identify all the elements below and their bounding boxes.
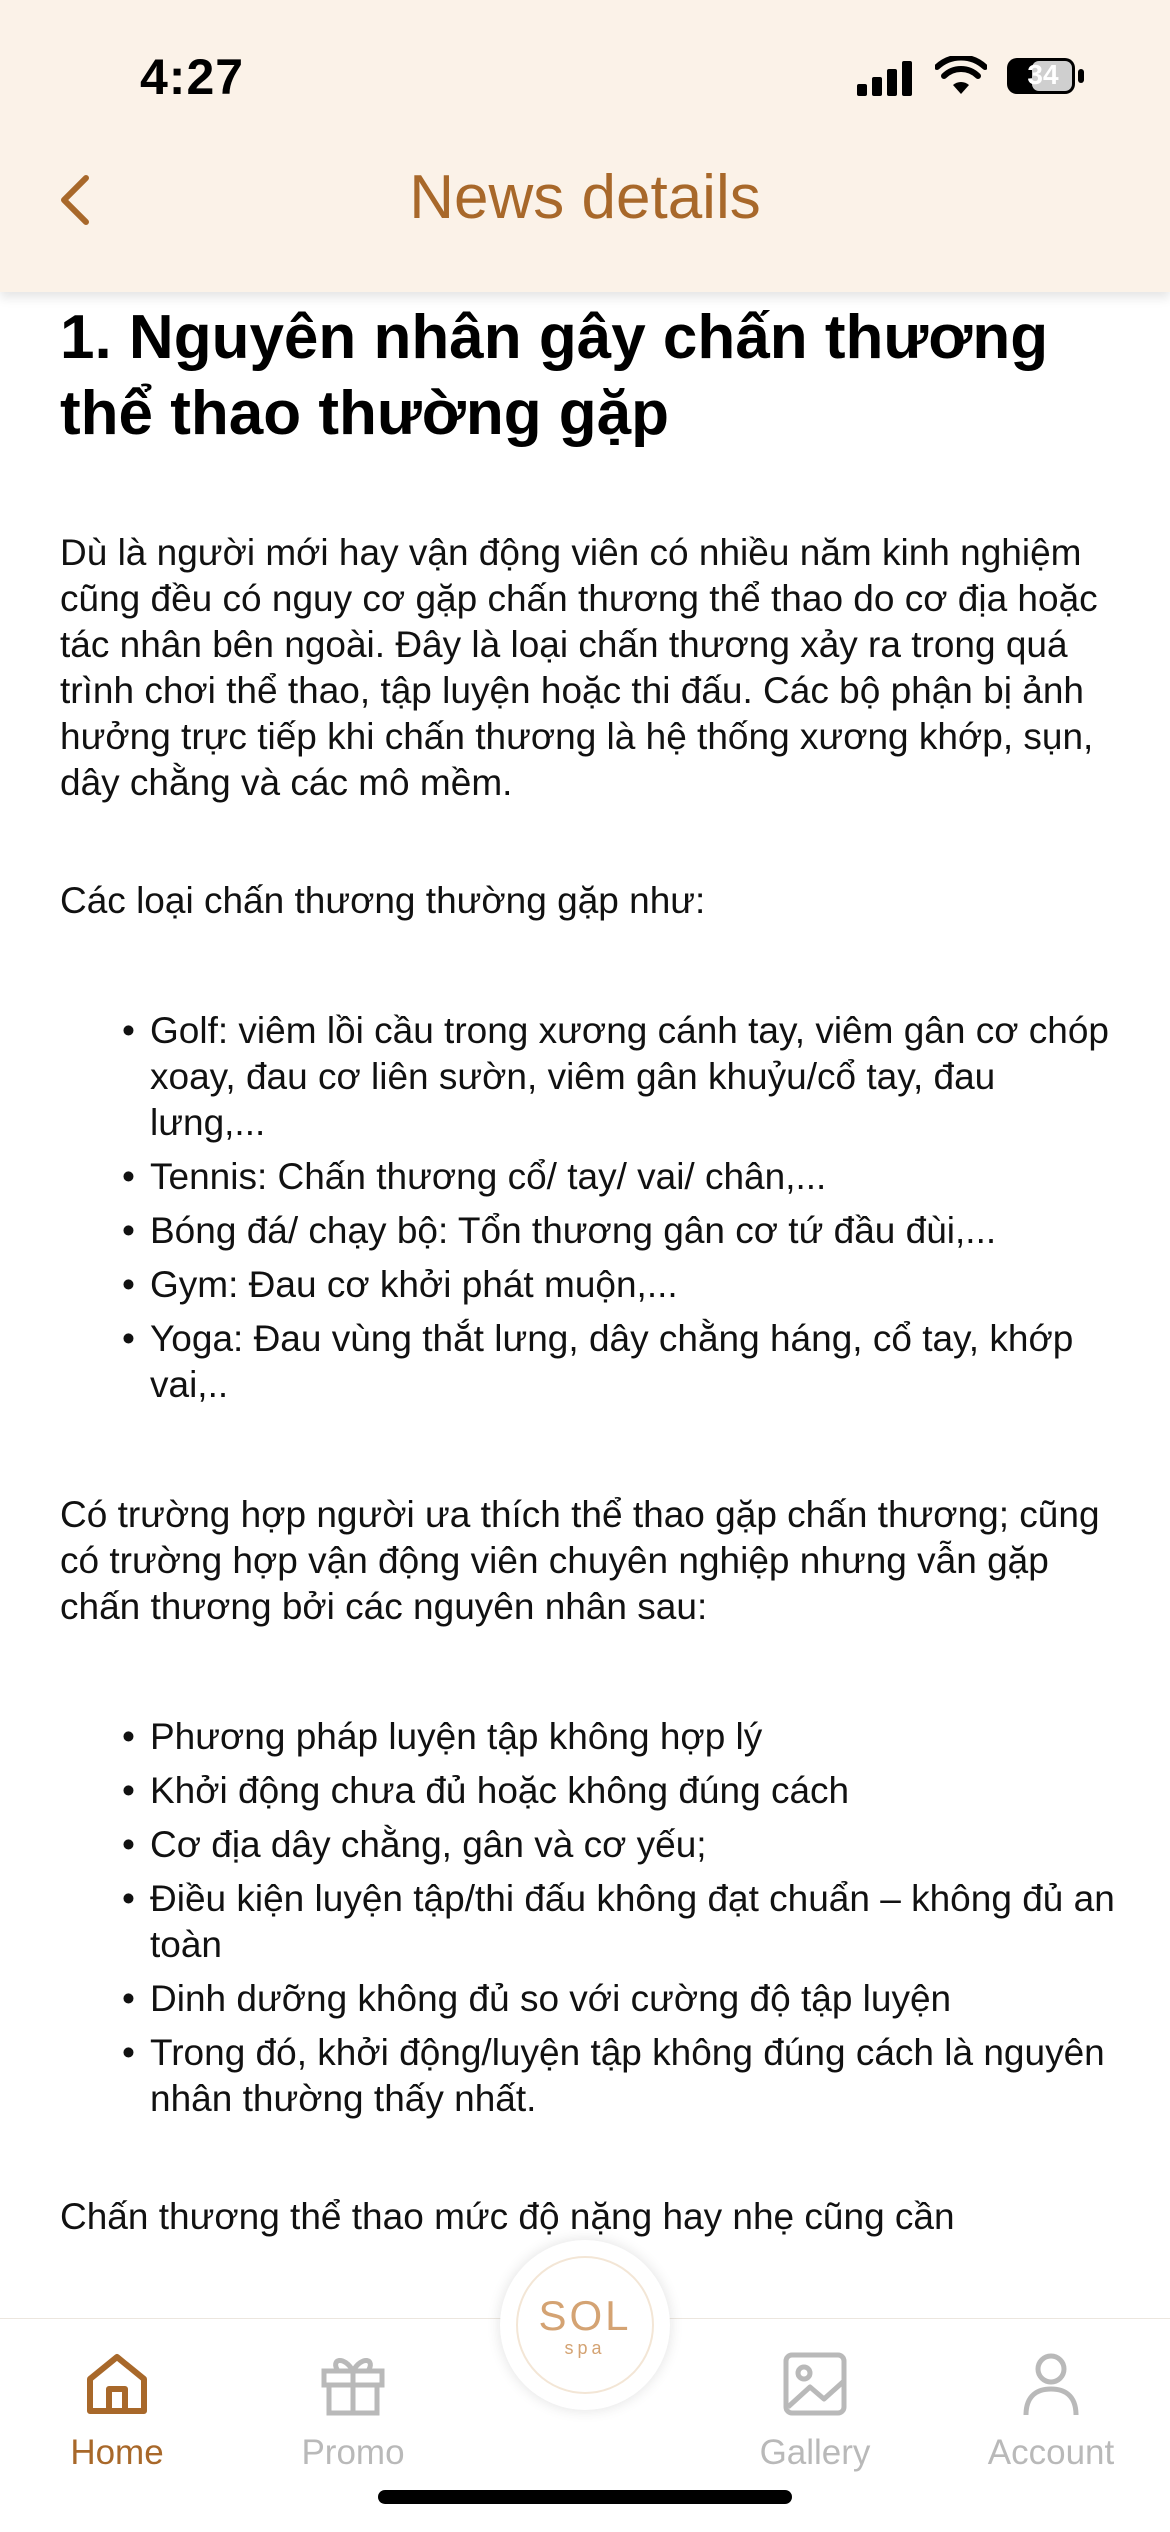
logo-sub: spa xyxy=(564,2337,606,2358)
article-heading: 1. Nguyên nhân gây chấn thương thể thao thường gặp xyxy=(60,303,1049,448)
user-icon xyxy=(1016,2349,1086,2419)
battery-icon xyxy=(1006,56,1086,96)
causes-intro: Có trường hợp người ưa thích thể thao gặp chấn thương; cũng có trường hợp vận động viên chuyên nghiệp nhưng vẫn gặp chấn thương bởi các nguyên nhân sau: xyxy=(60,1494,1100,1627)
home-indicator[interactable] xyxy=(378,2490,792,2504)
center-logo-button[interactable] xyxy=(500,2240,670,2410)
spa-logo xyxy=(516,2256,654,2394)
list-item: • Trong đó, khởi động/luyện tập không đúng cách là nguyên nhân thường thấy nhất. xyxy=(122,2030,1120,2122)
list-item: • Phương pháp luyện tập không hợp lý xyxy=(122,1714,1120,1760)
list-item: • Tennis: Chấn thương cổ/ tay/ vai/ chân,... xyxy=(122,1154,1120,1200)
article-closing: Chấn thương thể thao mức độ nặng hay nhẹ cũng cần xyxy=(60,2196,955,2237)
nav-home[interactable] xyxy=(32,2349,202,2473)
list-item: • Dinh dưỡng không đủ so với cường độ tập luyện xyxy=(122,1976,1120,2022)
nav-gallery-label: Gallery xyxy=(759,2433,871,2472)
cellular-signal-icon xyxy=(855,60,915,96)
list-item: • Gym: Đau cơ khởi phát muộn,... xyxy=(122,1262,1120,1308)
page-title: News details xyxy=(409,163,761,232)
wifi-icon xyxy=(935,56,987,96)
list-item: • Yoga: Đau vùng thắt lưng, dây chằng háng, cổ tay, khớp vai,.. xyxy=(122,1316,1120,1408)
nav-gallery[interactable] xyxy=(730,2349,900,2473)
list-item: • Điều kiện luyện tập/thi đấu không đạt chuẩn – không đủ an toàn xyxy=(122,1876,1120,1968)
article-intro: Dù là người mới hay vận động viên có nhiều năm kinh nghiệm cũng đều có nguy cơ gặp chấn thương thể thao do cơ địa hoặc tác nhân bên ngoài. Đây là loại chấn thương xảy ra trong quá trình chơi thể thao, tập luyện hoặc thi đấu. Các bộ phận bị ảnh hưởng trực tiếp khi chấn thương là hệ thống xương khớp, sụn, dây chằng và các mô mềm. xyxy=(60,532,1098,803)
nav-home-label: Home xyxy=(70,2433,164,2472)
injury-types-list xyxy=(122,1008,1120,1408)
gift-icon xyxy=(318,2349,388,2419)
list-item: • Golf: viêm lồi cầu trong xương cánh tay, viêm gân cơ chóp xoay, đau cơ liên sườn, viêm gân khuỷu/cổ tay, đau lưng,... xyxy=(122,1008,1120,1146)
nav-account-label: Account xyxy=(987,2433,1115,2472)
article-content xyxy=(60,300,1120,2240)
nav-account[interactable] xyxy=(966,2349,1136,2473)
image-icon xyxy=(780,2349,850,2419)
types-intro: Các loại chấn thương thường gặp như: xyxy=(60,880,706,921)
status-time: 4:27 xyxy=(140,49,245,105)
list-item: • Khởi động chưa đủ hoặc không đúng cách xyxy=(122,1768,1120,1814)
logo-word: SOL xyxy=(538,2291,632,2339)
nav-promo[interactable] xyxy=(268,2349,438,2473)
list-item: • Cơ địa dây chằng, gân và cơ yếu; xyxy=(122,1822,1120,1868)
causes-list xyxy=(122,1714,1120,2122)
list-item: • Bóng đá/ chạy bộ: Tổn thương gân cơ tứ đầu đùi,... xyxy=(122,1208,1120,1254)
nav-promo-label: Promo xyxy=(301,2433,405,2472)
battery-level: 34 xyxy=(1027,59,1059,90)
home-icon xyxy=(82,2349,152,2419)
header-bar xyxy=(0,0,1170,292)
